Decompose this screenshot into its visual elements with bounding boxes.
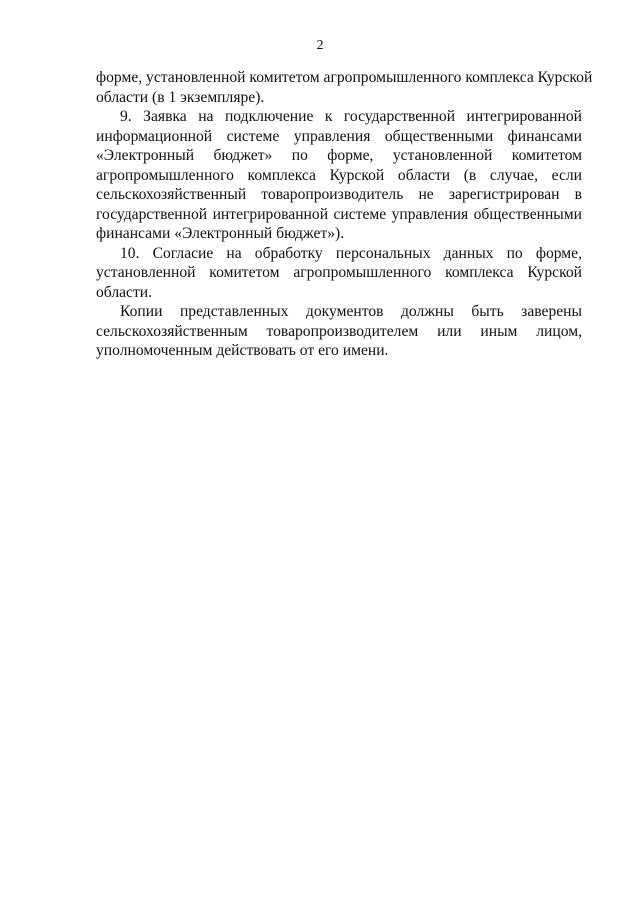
text-line: агропромышленного комплекса Курской области (в случае, если: [96, 166, 582, 184]
text-line: уполномоченным действовать от его имени.: [96, 342, 389, 359]
paragraph: [96, 68, 593, 107]
text-line: сельскохозяйственный товаропроизводитель не зарегистрирован в: [96, 186, 582, 203]
paragraph: [96, 107, 582, 244]
document-body: [96, 68, 593, 361]
text-line: области (в 1 экземпляре).: [96, 88, 265, 106]
text-line: сельскохозяйственным товаропроизводителем или иным лицом,: [96, 322, 582, 340]
text-line: форме, установленной комитетом агропромышленного комплекса Курской: [96, 69, 593, 86]
text-line: государственной интегрированной системе управления общественными: [96, 205, 582, 223]
text-line: установленной комитетом агропромышленного комплекса Курской: [96, 264, 582, 281]
text-line: области.: [96, 283, 153, 301]
page-number: 2: [316, 38, 324, 53]
paragraph: [96, 302, 582, 361]
text-line: 9. Заявка на подключение к государственной интегрированной: [120, 108, 582, 125]
text-line: «Электронный бюджет» по форме, установленной комитетом: [96, 147, 582, 164]
paragraph: [96, 244, 582, 303]
text-line: информационной системе управления общественными финансами: [96, 127, 582, 145]
text-line: финансами «Электронный бюджет»).: [96, 225, 345, 242]
text-line: 10. Согласие на обработку персональных данных по форме,: [120, 244, 582, 262]
text-line: Копии представленных документов должны быть заверены: [120, 303, 582, 320]
